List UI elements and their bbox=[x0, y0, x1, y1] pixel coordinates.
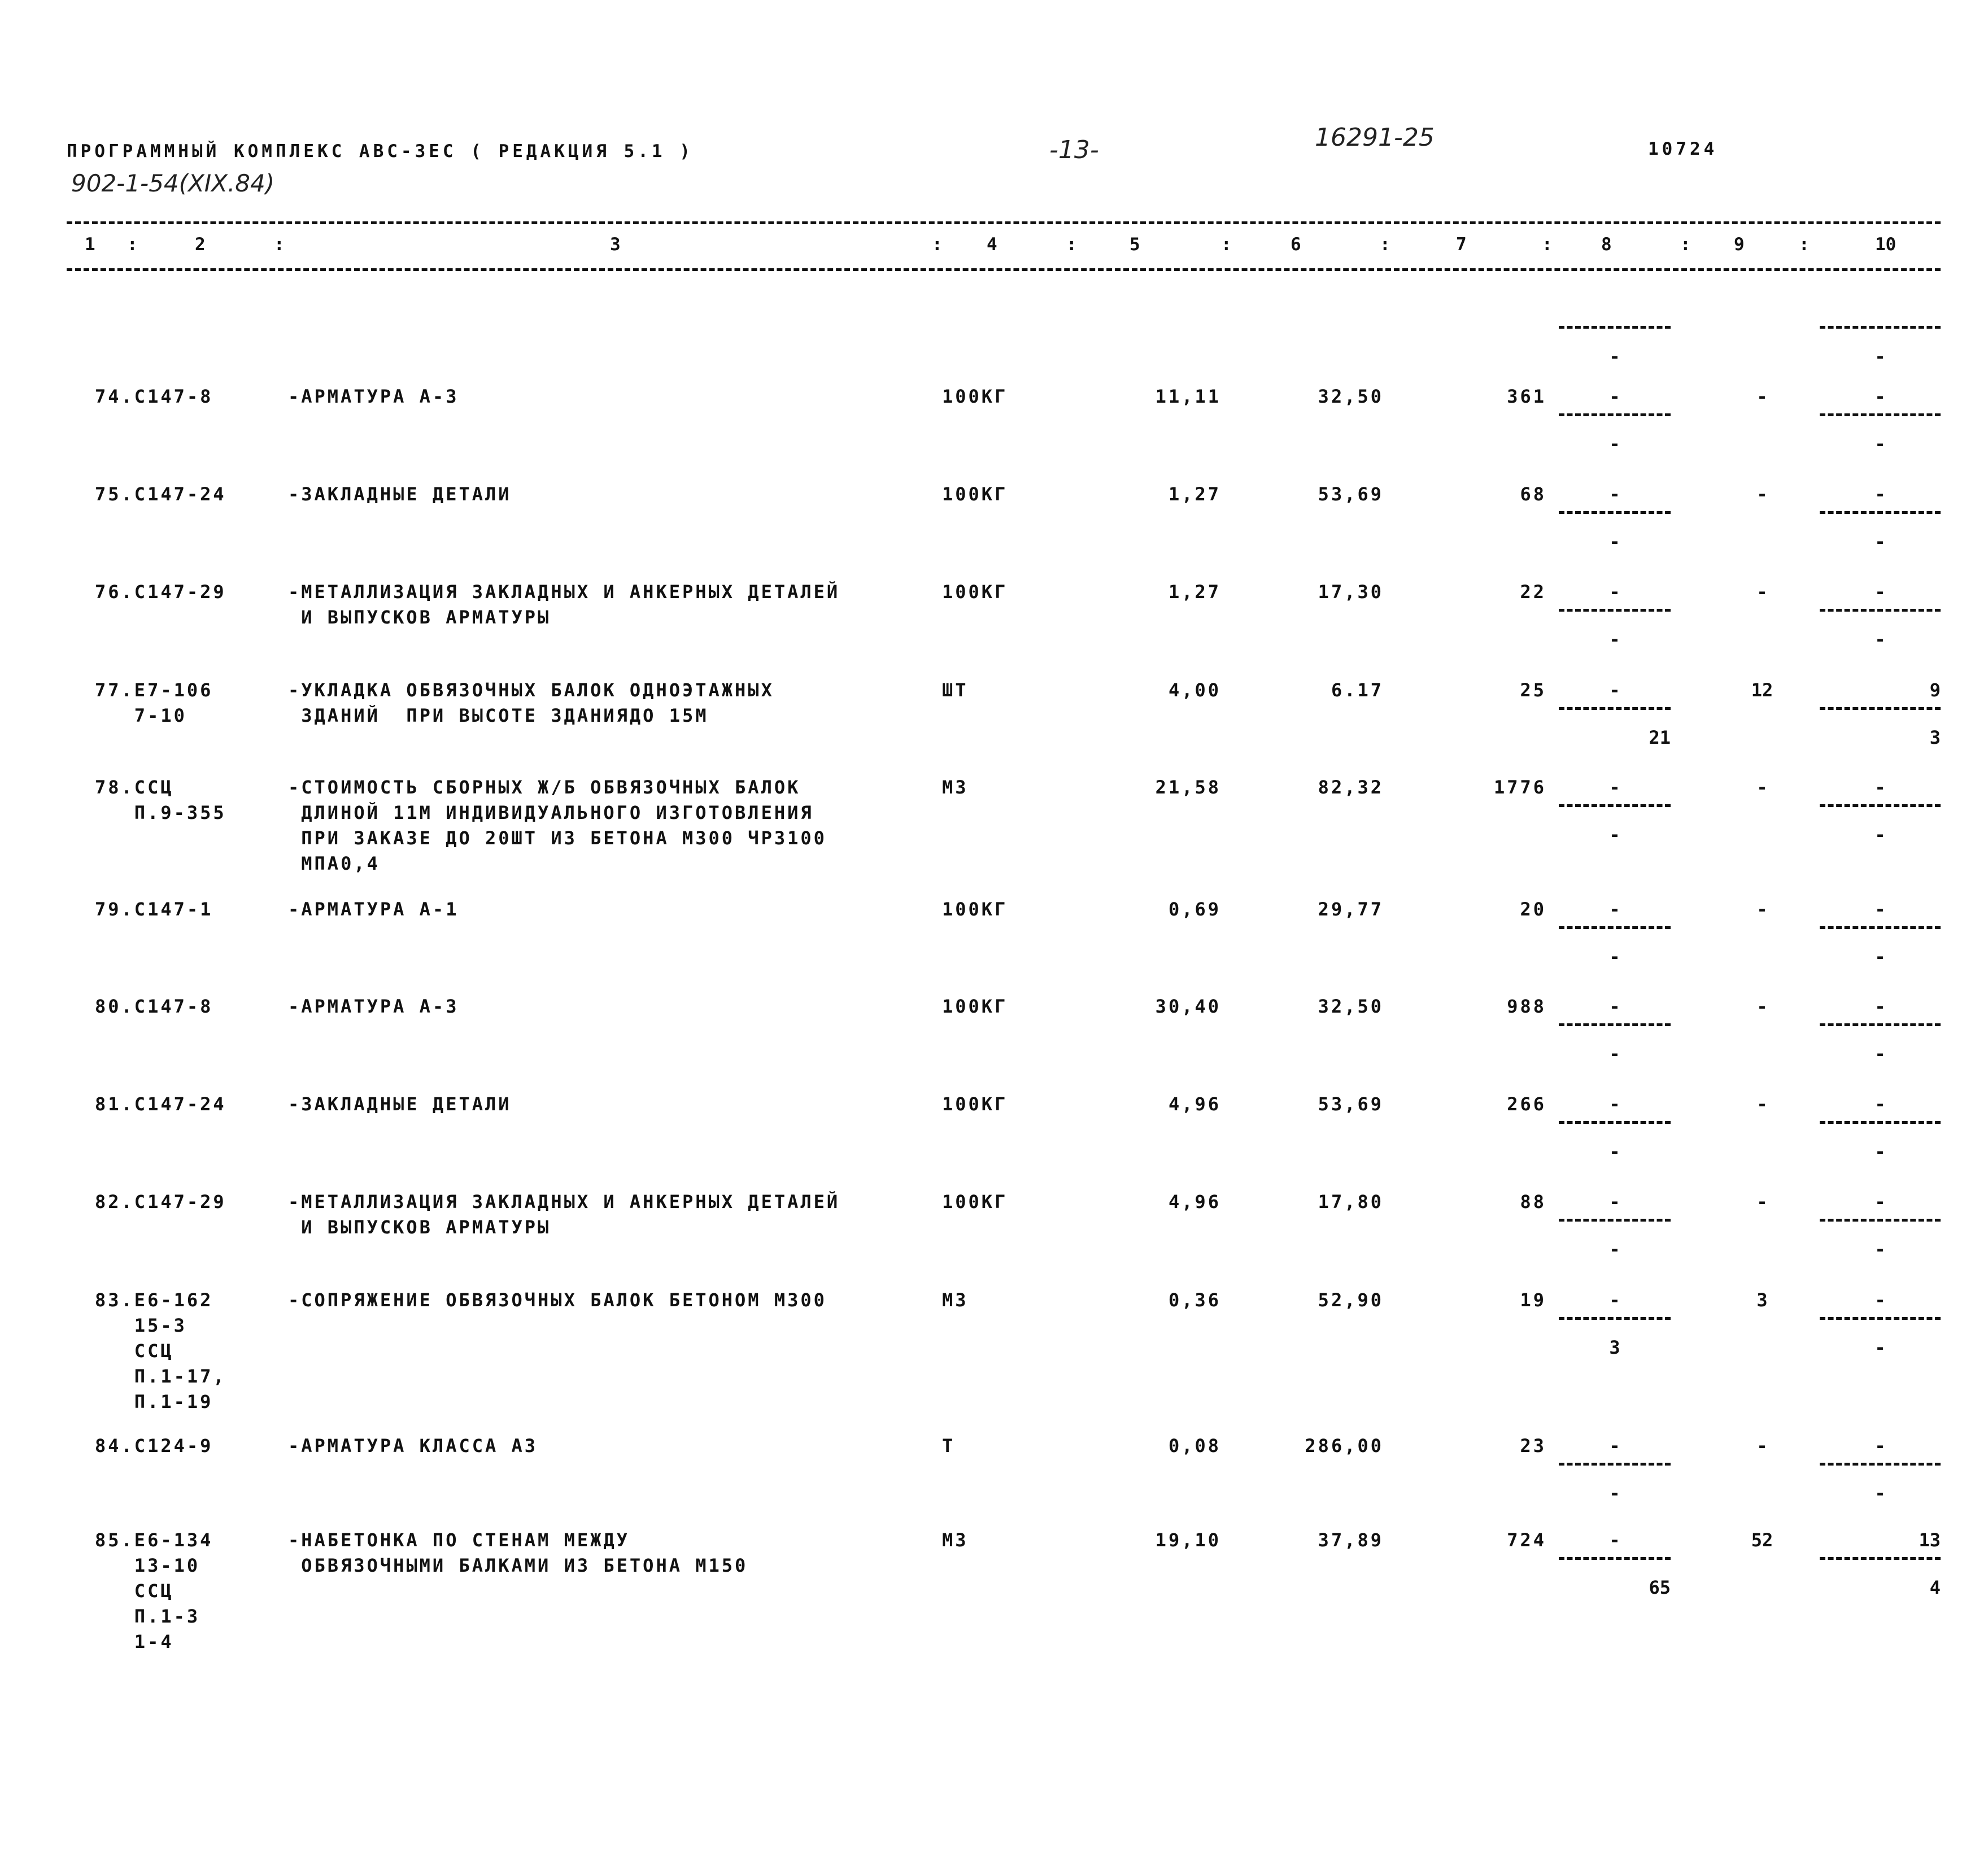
row-name: -СТОИМОСТЬ СБОРНЫХ Ж/Б ОБВЯЗОЧНЫХ БАЛОК ДЛИНОЙ 11М ИНДИВИДУАЛЬНОГО ИЗГОТОВЛЕНИЯ ПРИ ЗАКАЗЕ ДО 20ШТ ИЗ БЕТОНА М300 ЧР3100 МПА0,4 bbox=[288, 777, 827, 874]
col10-fraction-line bbox=[1820, 1463, 1941, 1466]
col10-denominator: - bbox=[1874, 629, 1886, 650]
row-quantity: 1,27 bbox=[1168, 581, 1221, 603]
row-price: 17,80 bbox=[1318, 1191, 1384, 1213]
col8-fraction-line bbox=[1559, 1557, 1671, 1560]
col10-numerator: 13 bbox=[1919, 1529, 1941, 1551]
col10-fraction-line bbox=[1820, 707, 1941, 710]
row-total: 724 bbox=[1507, 1529, 1546, 1551]
col8-fraction-line bbox=[1559, 1121, 1671, 1124]
row-name: -АРМАТУРА А-1 bbox=[288, 899, 459, 920]
row-total: 19 bbox=[1520, 1289, 1546, 1311]
col10-denominator: - bbox=[1874, 824, 1886, 845]
column-header-2: 2 bbox=[195, 234, 206, 255]
col10-fraction-line bbox=[1820, 804, 1941, 807]
col8-fraction-line bbox=[1559, 413, 1671, 416]
project-number: 902-1-54(XIX.84) bbox=[71, 169, 275, 197]
col9-value: - bbox=[1756, 1093, 1768, 1115]
row-total: 266 bbox=[1507, 1093, 1546, 1115]
col8-numerator: - bbox=[1609, 1191, 1620, 1213]
col10-fraction-line bbox=[1820, 413, 1941, 416]
col10-denominator: - bbox=[1874, 1337, 1886, 1358]
col8-fraction-line bbox=[1559, 609, 1671, 612]
row-price: 53,69 bbox=[1318, 483, 1384, 505]
col8-denominator: - bbox=[1609, 1141, 1620, 1162]
column-header-1: 1 bbox=[85, 234, 95, 255]
col10-denominator: - bbox=[1874, 1239, 1886, 1260]
row-code: 83.Е6-162 15-3 ССЦ П.1-17, П.1-19 bbox=[95, 1289, 226, 1412]
row-name: -АРМАТУРА А-3 bbox=[288, 386, 459, 407]
row-quantity: 4,96 bbox=[1168, 1191, 1221, 1213]
row-unit: 100КГ bbox=[942, 581, 1008, 603]
document-number: 16291-25 bbox=[1315, 123, 1435, 152]
col8-fraction-line bbox=[1559, 926, 1671, 929]
row-unit: Т bbox=[942, 1435, 956, 1457]
column-separator: : bbox=[1680, 234, 1691, 255]
row-name: -АРМАТУРА КЛАССА А3 bbox=[288, 1435, 538, 1457]
col10-denominator: - bbox=[1874, 1043, 1886, 1065]
col10-denominator: 3 bbox=[1929, 727, 1941, 748]
row-code: 80.С147-8 bbox=[95, 996, 213, 1017]
row-price: 32,50 bbox=[1318, 996, 1384, 1017]
col8-denominator: 65 bbox=[1649, 1577, 1671, 1598]
col10-numerator: - bbox=[1874, 1435, 1886, 1457]
col8-denominator: - bbox=[1609, 1482, 1620, 1504]
col8-denominator: - bbox=[1609, 1043, 1620, 1065]
column-header-8: 8 bbox=[1601, 234, 1612, 255]
row-total: 1776 bbox=[1493, 777, 1546, 798]
row-price: 53,69 bbox=[1318, 1093, 1384, 1115]
col10-numerator: - bbox=[1874, 777, 1886, 798]
row-code: 77.Е7-106 7-10 bbox=[95, 679, 213, 726]
col9-value: 12 bbox=[1751, 679, 1773, 701]
column-separator: : bbox=[274, 234, 285, 255]
row-name: -ЗАКЛАДНЫЕ ДЕТАЛИ bbox=[288, 483, 512, 505]
row-code: 81.С147-24 bbox=[95, 1093, 226, 1115]
row-code: 84.С124-9 bbox=[95, 1435, 213, 1457]
col8-denominator: - bbox=[1609, 531, 1620, 552]
row-price: 52,90 bbox=[1318, 1289, 1384, 1311]
row-unit: М3 bbox=[942, 1529, 969, 1551]
col9-value: 3 bbox=[1756, 1289, 1768, 1311]
col8-denominator: - bbox=[1609, 946, 1620, 967]
col10-denominator: - bbox=[1874, 1141, 1886, 1162]
col9-value: - bbox=[1756, 1435, 1768, 1457]
row-unit: 100КГ bbox=[942, 899, 1008, 920]
column-header-3: 3 bbox=[610, 234, 621, 255]
row-name: -НАБЕТОНКА ПО СТЕНАМ МЕЖДУ ОБВЯЗОЧНЫМИ БАЛКАМИ ИЗ БЕТОНА М150 bbox=[288, 1529, 748, 1576]
row-unit: ШТ bbox=[942, 679, 969, 701]
row-total: 988 bbox=[1507, 996, 1546, 1017]
row-total: 68 bbox=[1520, 483, 1546, 505]
column-separator: : bbox=[932, 234, 943, 255]
column-separator: : bbox=[1542, 234, 1553, 255]
col10-denominator: 4 bbox=[1929, 1577, 1941, 1598]
row-total: 88 bbox=[1520, 1191, 1546, 1213]
col10-numerator: - bbox=[1874, 1093, 1886, 1115]
row-code: 76.С147-29 bbox=[95, 581, 226, 603]
col10-fraction-line bbox=[1820, 511, 1941, 514]
row-unit: 100КГ bbox=[942, 1191, 1008, 1213]
column-header-5: 5 bbox=[1130, 234, 1140, 255]
row-quantity: 0,08 bbox=[1168, 1435, 1221, 1457]
row-total: 23 bbox=[1520, 1435, 1546, 1457]
column-header-6: 6 bbox=[1291, 234, 1301, 255]
row-name: -МЕТАЛЛИЗАЦИЯ ЗАКЛАДНЫХ И АНКЕРНЫХ ДЕТАЛЕЙ И ВЫПУСКОВ АРМАТУРЫ bbox=[288, 581, 840, 628]
col8-numerator: - bbox=[1609, 1093, 1620, 1115]
col10-numerator: - bbox=[1874, 1289, 1886, 1311]
col8-numerator: - bbox=[1609, 996, 1620, 1017]
row-code: 74.С147-8 bbox=[95, 386, 213, 407]
col8-fraction-line bbox=[1559, 1023, 1671, 1026]
row-quantity: 21,58 bbox=[1155, 777, 1221, 798]
row-code: 85.Е6-134 13-10 ССЦ П.1-3 1-4 bbox=[95, 1529, 213, 1652]
document-code: 10724 bbox=[1648, 139, 1718, 159]
col10-numerator: - bbox=[1874, 996, 1886, 1017]
col9-value: - bbox=[1756, 1191, 1768, 1213]
col9-value: 52 bbox=[1751, 1529, 1773, 1551]
col8-fraction-line bbox=[1559, 707, 1671, 710]
row-quantity: 1,27 bbox=[1168, 483, 1221, 505]
row-total: 25 bbox=[1520, 679, 1546, 701]
col8-numerator: - bbox=[1609, 581, 1620, 603]
row-quantity: 4,00 bbox=[1168, 679, 1221, 701]
col9-value: - bbox=[1756, 996, 1768, 1017]
col8-numerator: - bbox=[1609, 1529, 1620, 1551]
col10-fraction-line bbox=[1820, 1219, 1941, 1222]
col8-denominator: 21 bbox=[1649, 727, 1671, 748]
row-price: 29,77 bbox=[1318, 899, 1384, 920]
row-code: 75.С147-24 bbox=[95, 483, 226, 505]
row-total: 22 bbox=[1520, 581, 1546, 603]
row-quantity: 0,36 bbox=[1168, 1289, 1221, 1311]
col8-denominator: - bbox=[1609, 629, 1620, 650]
header-rule-bottom bbox=[67, 268, 1941, 271]
col10-numerator: - bbox=[1874, 386, 1886, 407]
col8-fraction-line bbox=[1559, 1219, 1671, 1222]
row-quantity: 4,96 bbox=[1168, 1093, 1221, 1115]
col8-fraction-line bbox=[1559, 804, 1671, 807]
col10-fraction-line bbox=[1820, 1317, 1941, 1320]
row-quantity: 19,10 bbox=[1155, 1529, 1221, 1551]
col9-value: - bbox=[1756, 899, 1768, 920]
col10-numerator: - bbox=[1874, 581, 1886, 603]
col8-numerator: - bbox=[1609, 1435, 1620, 1457]
col10-fraction-line bbox=[1820, 1557, 1941, 1560]
col8-numerator: - bbox=[1609, 777, 1620, 798]
row-quantity: 11,11 bbox=[1155, 386, 1221, 407]
page-number: -13- bbox=[1049, 136, 1099, 164]
row-name: -АРМАТУРА А-3 bbox=[288, 996, 459, 1017]
row-unit: М3 bbox=[942, 777, 969, 798]
row-unit: М3 bbox=[942, 1289, 969, 1311]
column-separator: : bbox=[1221, 234, 1232, 255]
row-quantity: 0,69 bbox=[1168, 899, 1221, 920]
column-header-4: 4 bbox=[987, 234, 997, 255]
row-unit: 100КГ bbox=[942, 996, 1008, 1017]
col8-numerator: - bbox=[1609, 1289, 1620, 1311]
col8-fraction-line bbox=[1559, 1317, 1671, 1320]
row-name: -ЗАКЛАДНЫЕ ДЕТАЛИ bbox=[288, 1093, 512, 1115]
row-code: 78.ССЦ П.9-355 bbox=[95, 777, 226, 823]
row-price: 32,50 bbox=[1318, 386, 1384, 407]
col10-numerator: 9 bbox=[1929, 679, 1941, 701]
program-title: ПРОГРАММНЫЙ КОМПЛЕКС АВС-3ЕС ( РЕДАКЦИЯ 5.1 ) bbox=[67, 141, 694, 162]
row-name: -УКЛАДКА ОБВЯЗОЧНЫХ БАЛОК ОДНОЭТАЖНЫХ ЗДАНИЙ ПРИ ВЫСОТЕ ЗДАНИЯДО 15М bbox=[288, 679, 774, 726]
header-rule-top bbox=[67, 221, 1941, 224]
col8-denominator: - bbox=[1609, 1239, 1620, 1260]
col9-value: - bbox=[1756, 386, 1768, 407]
col8-numerator: - bbox=[1609, 899, 1620, 920]
row-price: 82,32 bbox=[1318, 777, 1384, 798]
col10-numerator: - bbox=[1874, 483, 1886, 505]
top-fraction-col10-den: - bbox=[1874, 346, 1886, 367]
column-separator: : bbox=[1066, 234, 1077, 255]
row-total: 361 bbox=[1507, 386, 1546, 407]
row-price: 17,30 bbox=[1318, 581, 1384, 603]
row-name: -МЕТАЛЛИЗАЦИЯ ЗАКЛАДНЫХ И АНКЕРНЫХ ДЕТАЛЕЙ И ВЫПУСКОВ АРМАТУРЫ bbox=[288, 1191, 840, 1238]
column-header-10: 10 bbox=[1875, 234, 1897, 255]
column-header-7: 7 bbox=[1456, 234, 1467, 255]
top-fraction-col8-den: - bbox=[1609, 346, 1620, 367]
col10-denominator: - bbox=[1874, 1482, 1886, 1504]
row-total: 20 bbox=[1520, 899, 1546, 920]
row-name: -СОПРЯЖЕНИЕ ОБВЯЗОЧНЫХ БАЛОК БЕТОНОМ М300 bbox=[288, 1289, 827, 1311]
row-price: 37,89 bbox=[1318, 1529, 1384, 1551]
row-unit: 100КГ bbox=[942, 386, 1008, 407]
row-price: 6.17 bbox=[1331, 679, 1384, 701]
col8-fraction-line bbox=[1559, 511, 1671, 514]
col10-fraction-line bbox=[1820, 1121, 1941, 1124]
row-unit: 100КГ bbox=[942, 1093, 1008, 1115]
col10-fraction-line bbox=[1820, 1023, 1941, 1026]
row-code: 82.С147-29 bbox=[95, 1191, 226, 1213]
col10-numerator: - bbox=[1874, 1191, 1886, 1213]
col8-numerator: - bbox=[1609, 386, 1620, 407]
column-separator: : bbox=[1380, 234, 1390, 255]
col8-numerator: - bbox=[1609, 679, 1620, 701]
row-price: 286,00 bbox=[1305, 1435, 1384, 1457]
column-separator: : bbox=[1799, 234, 1810, 255]
column-separator: : bbox=[127, 234, 138, 255]
col10-numerator: - bbox=[1874, 899, 1886, 920]
col8-fraction-line bbox=[1559, 1463, 1671, 1466]
row-unit: 100КГ bbox=[942, 483, 1008, 505]
col10-fraction-line bbox=[1820, 926, 1941, 929]
column-header-9: 9 bbox=[1734, 234, 1745, 255]
col9-value: - bbox=[1756, 581, 1768, 603]
col10-fraction-line bbox=[1820, 609, 1941, 612]
col8-denominator: 3 bbox=[1609, 1337, 1620, 1358]
col10-denominator: - bbox=[1874, 433, 1886, 455]
col8-denominator: - bbox=[1609, 433, 1620, 455]
col8-numerator: - bbox=[1609, 483, 1620, 505]
row-code: 79.С147-1 bbox=[95, 899, 213, 920]
row-quantity: 30,40 bbox=[1155, 996, 1221, 1017]
col10-denominator: - bbox=[1874, 531, 1886, 552]
col9-value: - bbox=[1756, 777, 1768, 798]
col10-denominator: - bbox=[1874, 946, 1886, 967]
col8-denominator: - bbox=[1609, 824, 1620, 845]
col9-value: - bbox=[1756, 483, 1768, 505]
